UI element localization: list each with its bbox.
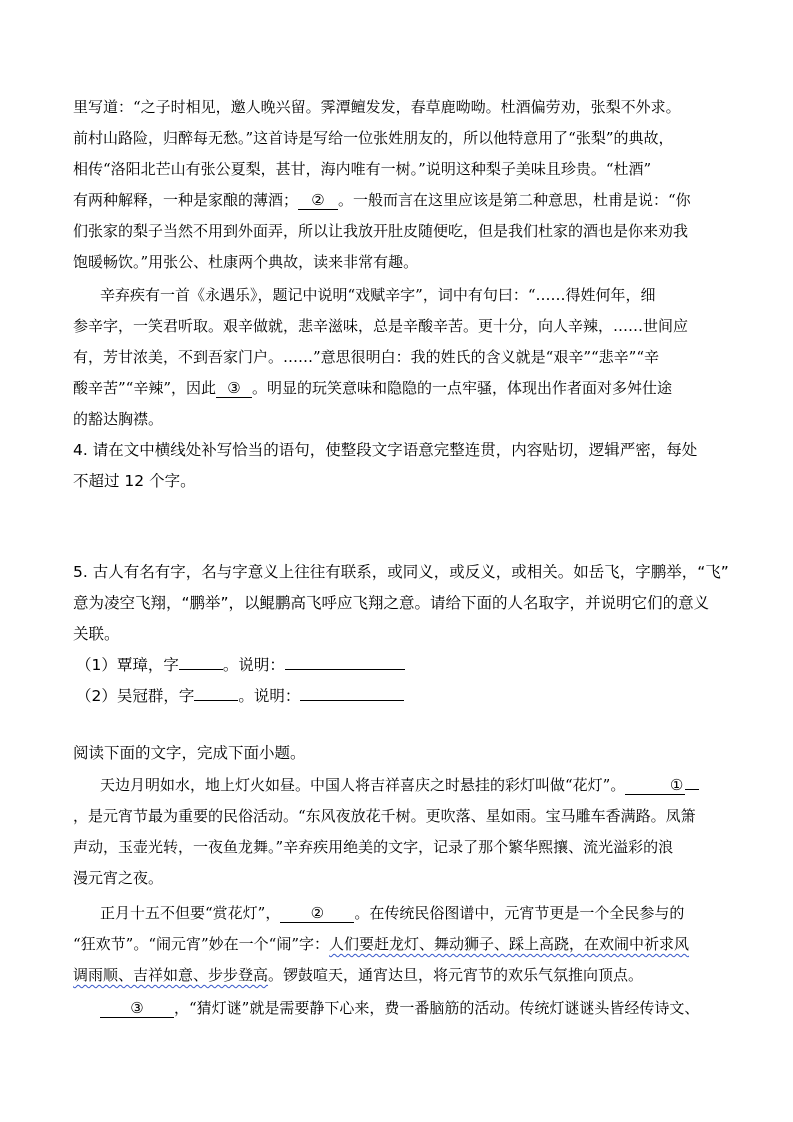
passage2-line-6-text: “狂欢节”。“闹元宵”妙在一个“闹”字： [73, 935, 330, 953]
passage1-line-4-text-b: 。一般而言在这里应该是第二种意思，杜甫是说：“你 [338, 191, 691, 209]
item-1-explanation-blank[interactable] [285, 655, 405, 670]
answer-blank-3[interactable]: ③ [216, 379, 252, 398]
passage2-line-8-text: ，“猜灯谜”就是需要静下心来，费一番脑筋的活动。传统灯谜谜头皆经传诗文、 [174, 999, 700, 1017]
item-2-explanation-blank[interactable] [300, 686, 404, 701]
question-5-item-1 [76, 655, 776, 675]
passage2-line-3: 声动，玉壶光转，一夜鱼龙舞。”辛弃疾用绝美的文字，记录了那个繁华熙攘、流光溢彩的浪 [73, 838, 674, 856]
passage1-line-4 [73, 190, 773, 210]
passage2-line-1 [100, 775, 780, 795]
passage2-answer-blank-3[interactable]: ③ [100, 999, 174, 1018]
passage1-line-9: 有，芳甘浓美，不到吾家门户。……”意思很明白：我的姓氏的含义就是“艰辛”“悲辛”“辛 [73, 348, 660, 366]
passage2-line-7-text: 。锣鼓喧天，通宵达旦，将元宵节的欢乐气氛推向顶点。 [268, 966, 644, 984]
wavy-underlined-sentence-part-1: 人们要赶龙灯、舞动狮子、踩上高跷，在欢闹中祈求风 [329, 935, 690, 953]
passage2-blank-1-tail [685, 775, 699, 790]
passage1-line-7: 辛弃疾有一首《永遇乐》，题记中说明“戏赋辛字”，词中有句曰：“……得姓何年，细 [100, 286, 656, 304]
passage1-line-10-text-a: 酸辛苦”“辛辣”，因此 [73, 379, 217, 397]
passage2-answer-blank-1[interactable]: ① [625, 776, 685, 795]
item-2-courtesy-name-blank[interactable] [194, 686, 238, 701]
answer-blank-2[interactable]: ② [298, 191, 338, 210]
passage1-line-1: 里写道：“之子时相见，邀人晚兴留。霁潭鳣发发，春草鹿呦呦。杜酒偏劳劝，张梨不外求。 [73, 98, 681, 116]
question-4-line-2: 不超过 12 个字。 [73, 472, 196, 490]
item-2-explain-label: 。说明： [238, 687, 301, 705]
passage1-line-2: 前村山路险，归醉每无愁。”这首诗是写给一位张姓朋友的，所以他特意用了“张梨”的典故， [73, 129, 674, 147]
passage2-line-6 [73, 934, 773, 954]
item-1-explain-label: 。说明： [222, 656, 285, 674]
item-2-name-label: （2）吴冠群，字 [76, 687, 195, 705]
item-1-courtesy-name-blank[interactable] [179, 655, 223, 670]
question-4-line-1: 4. 请在文中横线处补写恰当的语句，使整段文字语意完整连贯，内容贴切，逻辑严密，每处 [73, 441, 698, 459]
passage1-line-6: 饱暖畅饮。”用张公、杜康两个典故，读来非常有趣。 [73, 253, 419, 271]
passage1-line-8: 参辛字，一笑君听取。艰辛做就，悲辛滋味，总是辛酸辛苦。更十分，向人辛辣，……世间应 [73, 317, 689, 335]
passage2-line-5-text-b: 。在传统民俗图谱中，元宵节更是一个全民参与的 [354, 904, 685, 922]
passage2-line-4: 漫元宵之夜。 [73, 869, 164, 887]
passage1-line-10-text-b: 。明显的玩笑意味和隐隐的一点牢骚，体现出作者面对多舛仕途 [252, 379, 673, 397]
passage2-line-1-text: 天边月明如水，地上灯火如昼。中国人将吉祥喜庆之时悬挂的彩灯叫做“花灯”。 [100, 776, 626, 794]
passage1-line-10 [73, 378, 773, 398]
passage2-line-5 [100, 903, 780, 923]
passage2-intro: 阅读下面的文字，完成下面小题。 [73, 744, 306, 762]
passage2-line-8 [100, 998, 780, 1018]
passage2-line-7 [73, 965, 773, 985]
question-5-line-1: 5. 古人有名有字，名与字意义上往往有联系，或同义，或反义，或相关。如岳飞，字鹏举，“飞” [73, 563, 729, 581]
wavy-underlined-sentence-part-2: 调雨顺、吉祥如意、步步登高 [73, 966, 269, 984]
passage1-line-4-text-a: 有两种解释，一种是家酿的薄酒； [73, 191, 299, 209]
passage1-line-11: 的豁达胸襟。 [73, 410, 164, 428]
passage2-line-2: ，是元宵节最为重要的民俗活动。“东风夜放花千树。更吹落、星如雨。宝马雕车香满路。凤箫 [73, 807, 696, 825]
passage1-line-3: 相传“洛阳北芒山有张公夏梨，甚甘，海内唯有一树。”说明这种梨子美味且珍贵。“杜酒” [73, 160, 652, 178]
question-5-item-2 [76, 686, 776, 706]
question-5-line-3: 关联。 [73, 625, 120, 643]
passage2-answer-blank-2[interactable]: ② [280, 904, 354, 923]
item-1-name-label: （1）覃璋，字 [76, 656, 179, 674]
question-5-line-2: 意为凌空飞翔，“鹏举”，以鲲鹏高飞呼应飞翔之意。请给下面的人名取字，并说明它们的意义 [73, 594, 710, 612]
passage1-line-5: 们张家的梨子当然不用到外面弄，所以让我放开肚皮随便吃，但是我们杜家的酒也是你来劝我 [73, 222, 689, 240]
passage2-line-5-text-a: 正月十五不但要“赏花灯”， [100, 904, 281, 922]
